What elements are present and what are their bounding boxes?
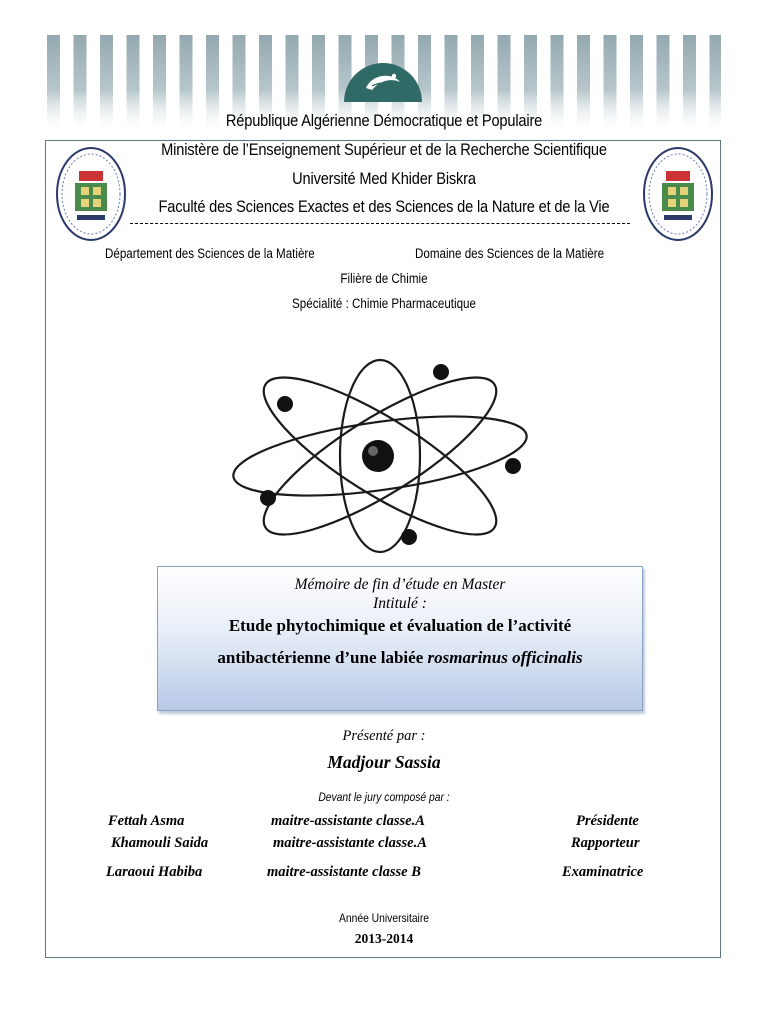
author-name: Madjour Sassia xyxy=(327,752,441,772)
header-university: Université Med Khider Biskra xyxy=(292,169,476,188)
academic-year-value: 2013-2014 xyxy=(354,931,414,946)
thesis-title-prefix: antibactérienne d’une labiée xyxy=(217,648,428,667)
header-ministry: Ministère de l’Enseignement Supérieur et de la Recherche Scientifique xyxy=(161,140,607,159)
thesis-title-line2 xyxy=(158,648,642,668)
academic-year-label: Année Universitaire xyxy=(338,911,430,925)
domain-label: Domaine des Sciences de la Matière xyxy=(415,246,605,261)
species-name: rosmarinus officinalis xyxy=(427,648,583,667)
jury-label: Devant le jury composé par : xyxy=(318,790,450,804)
jury-name: Laraoui Habiba xyxy=(106,864,203,880)
department-label: Département des Sciences de la Matière xyxy=(105,246,315,261)
jury-grade: maitre-assistante classe B xyxy=(267,864,421,880)
title-box xyxy=(157,566,643,711)
jury-name: Fettah Asma xyxy=(108,813,185,829)
atom-icon xyxy=(228,356,536,556)
header-republic: République Algérienne Démocratique et Populaire xyxy=(225,111,543,130)
jury-role: Examinatrice xyxy=(562,864,644,880)
jury-name: Khamouli Saida xyxy=(111,835,209,851)
presented-label: Présenté par : xyxy=(342,728,426,744)
intitule-label: Intitulé : xyxy=(373,595,427,612)
memoire-label: Mémoire de fin d’étude en Master xyxy=(294,576,506,593)
specialite-label: Spécialité : Chimie Pharmaceutique xyxy=(292,296,476,311)
leaf-emblem-icon xyxy=(342,58,424,102)
jury-grade: maitre-assistante classe.A xyxy=(273,835,427,851)
jury-grade: maitre-assistante classe.A xyxy=(271,813,425,829)
divider xyxy=(130,223,630,224)
jury-role: Rapporteur xyxy=(571,835,640,851)
jury-role: Présidente xyxy=(576,813,639,829)
header-faculty: Faculté des Sciences Exactes et des Sciences de la Nature et de la Vie xyxy=(158,197,610,216)
thesis-title-line1: Etude phytochimique et évaluation de l’activité xyxy=(228,616,572,635)
filiere-label: Filière de Chimie xyxy=(340,271,428,286)
